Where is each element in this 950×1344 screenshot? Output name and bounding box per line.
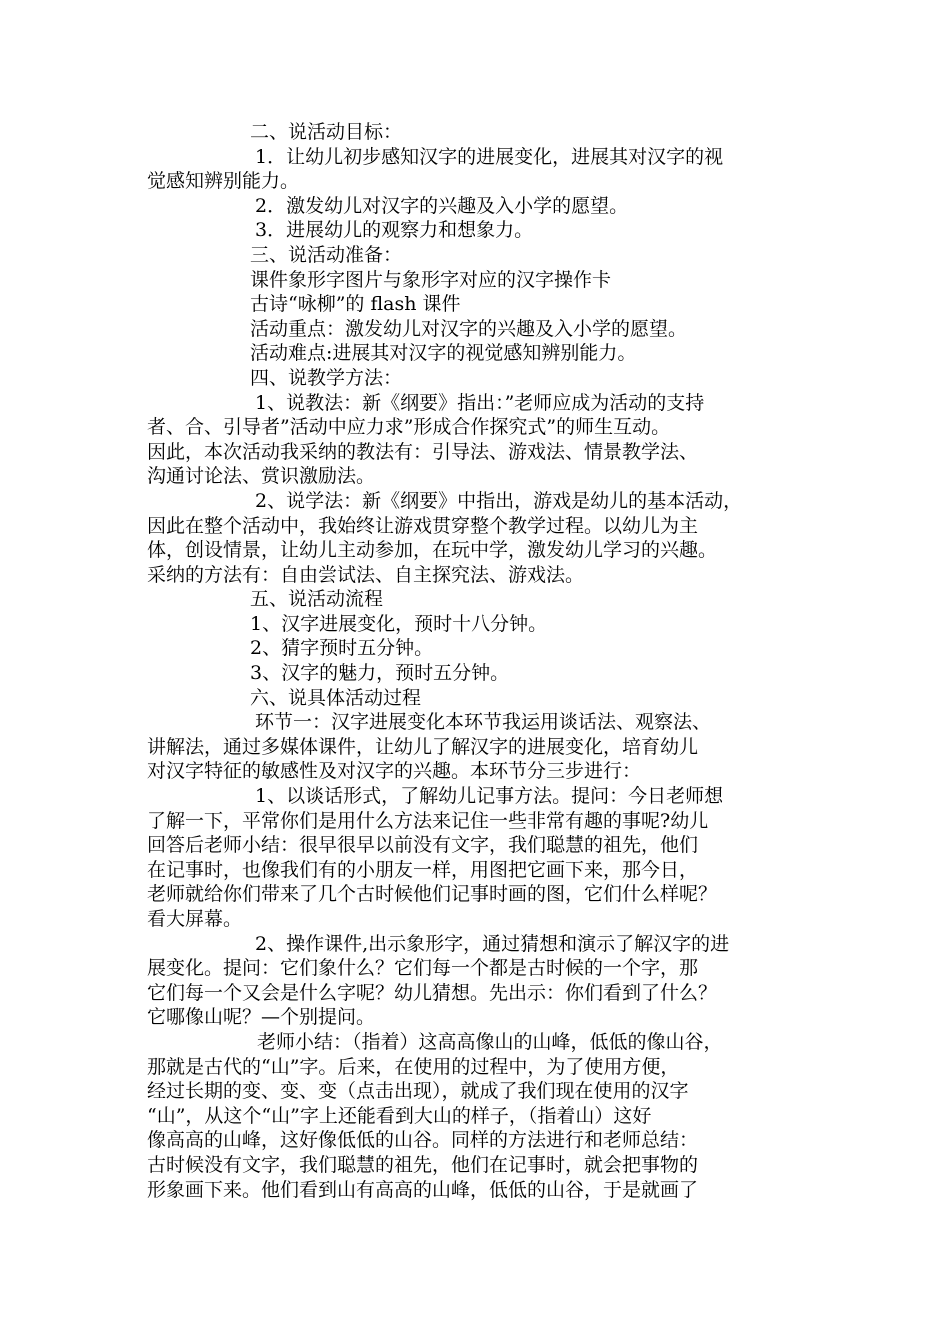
text-line: 活动重点：激发幼儿对汉字的兴趣及入小学的愿望。 <box>250 317 688 340</box>
text-line: 老师就给你们带来了几个古时候他们记事时画的图，它们什么样呢？ <box>147 883 718 906</box>
text-line: 2、说学法：新《纲要》中指出，游戏是幼儿的基本活动， <box>255 489 743 512</box>
text-line: 在记事时，也像我们有的小朋友一样，用图把它画下来，那今日， <box>147 858 699 881</box>
section-heading-objectives: 二、说活动目标： <box>250 121 403 143</box>
section-heading-methods: 四、说教学方法： <box>250 366 403 389</box>
text-line: 因此，本次活动我采纳的教法有：引导法、游戏法、情景教学法、 <box>147 440 699 463</box>
text-line: 看大屏幕。 <box>147 908 243 930</box>
section-heading-activity: 六、说具体活动过程 <box>250 686 422 709</box>
text-line: 觉感知辨别能力。 <box>147 170 300 193</box>
text-line: 它们每一个又会是什么字呢？幼儿猜想。先出示：你们看到了什么？ <box>147 981 718 1004</box>
text-line: 那就是古代的“山”字。后来，在使用的过程中，为了使用方便， <box>147 1055 680 1078</box>
text-line: 展变化。提问：它们象什么？它们每一个都是古时候的一个字，那 <box>147 957 699 980</box>
text-line: 了解一下，平常你们是用什么方法来记住一些非常有趣的事呢?幼儿 <box>147 809 709 832</box>
text-line: 2、操作课件,出示象形字，通过猜想和演示了解汉字的进 <box>255 932 730 955</box>
text-line: 经过长期的变、变、变（点击出现），就成了我们现在使用的汉字 <box>147 1080 689 1103</box>
text-line: 课件象形字图片与象形字对应的汉字操作卡 <box>250 268 612 291</box>
text-line: 2、猜字预时五分钟。 <box>250 637 434 660</box>
section-heading-preparation: 三、说活动准备： <box>250 243 403 266</box>
text-line: 1、汉字进展变化，预时十八分钟。 <box>250 612 548 635</box>
text-line: 2．激发幼儿对汉字的兴趣及入小学的愿望。 <box>255 194 629 217</box>
text-line: 1、说教法：新《纲要》指出：”老师应成为活动的支持 <box>255 391 705 414</box>
text-line: 采纳的方法有：自由尝试法、自主探究法、游戏法。 <box>147 563 585 586</box>
text-line: 3、汉字的魅力，预时五分钟。 <box>250 662 510 685</box>
section-heading-process: 五、说活动流程 <box>250 588 384 611</box>
text-line: 活动难点:进展其对汉字的视觉感知辨别能力。 <box>250 342 637 365</box>
text-line: 环节一：汉字进展变化本环节我运用谈话法、观察法、 <box>255 711 712 734</box>
text-line: 回答后老师小结：很早很早以前没有文字，我们聪慧的祖先，他们 <box>147 834 699 857</box>
text-line: 因此在整个活动中，我始终让游戏贯穿整个教学过程。以幼儿为主 <box>147 514 699 537</box>
text-line: 1．让幼儿初步感知汉字的进展变化，进展其对汉字的视 <box>255 145 724 168</box>
text-line: 者、合、引导者”活动中应力求”形成合作探究式”的师生互动。 <box>147 416 671 439</box>
document-body <box>147 120 837 1202</box>
text-line: 它哪像山呢？—个别提问。 <box>147 1006 376 1029</box>
text-line: 讲解法，通过多媒体课件，让幼儿了解汉字的进展变化，培育幼儿 <box>147 735 699 758</box>
text-line: 老师小结：（指着）这高高像山的山峰，低低的像山谷， <box>257 1030 723 1053</box>
text-line: 沟通讨论法、赏识激励法。 <box>147 465 376 488</box>
text-line: 1、以谈话形式，了解幼儿记事方法。提问：今日老师想 <box>255 785 724 808</box>
text-line: 古时候没有文字，我们聪慧的祖先，他们在记事时，就会把事物的 <box>147 1153 699 1176</box>
text-line: 对汉字特征的敏感性及对汉字的兴趣。本环节分三步进行： <box>147 760 642 783</box>
text-line: “山”，从这个“山”字上还能看到大山的样子，（指着山）这好 <box>147 1104 652 1127</box>
text-line: 像高高的山峰，这好像低低的山谷。同样的方法进行和老师总结： <box>147 1129 699 1152</box>
text-line: 形象画下来。他们看到山有高高的山峰，低低的山谷，于是就画了 <box>147 1178 699 1201</box>
text-line: 古诗“咏柳”的 flash 课件 <box>250 293 461 316</box>
text-line: 体，创设情景，让幼儿主动参加，在玩中学，激发幼儿学习的兴趣。 <box>147 539 718 562</box>
text-line: 3．进展幼儿的观察力和想象力。 <box>255 219 534 242</box>
